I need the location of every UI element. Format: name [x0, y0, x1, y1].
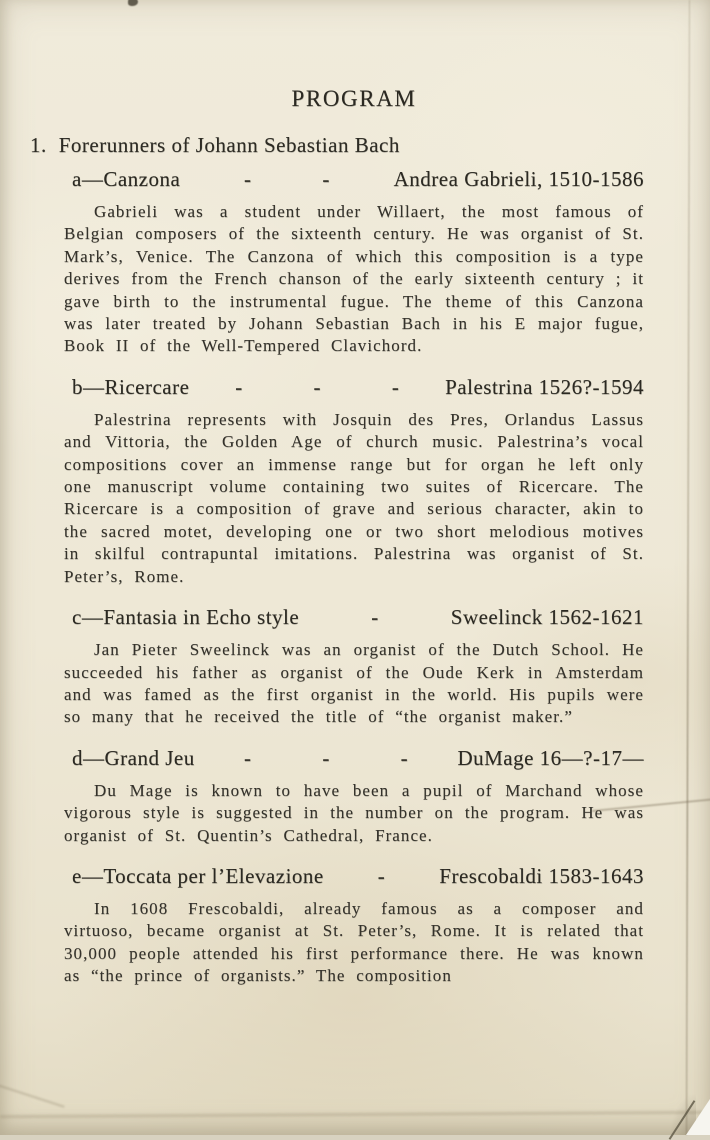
item-number: 1. [30, 133, 47, 157]
program-section-b [64, 375, 644, 588]
piece-title: a—Canzona [72, 167, 181, 191]
section-heading [64, 864, 644, 889]
section-heading [64, 605, 644, 630]
program-note: Gabrieli was a student under Willaert, the most famous of Belgian composers of the sixteenth century. He was organist of St. Mark’s, Venice. The Canzona of which this composition is a type derives from the French chanson of the early sixteenth century ; it gave birth to the instrumental fugue. The theme of this Canzona was later treated by Johann Sebastian Bach in his E major fugue, Book II of the Well-Tempered Clavichord. [64, 202, 644, 356]
item-title: Forerunners of Johann Sebastian Bach [58, 133, 400, 157]
piece-title: e—Toccata per l’Elevazione [72, 863, 324, 888]
program-section-e [64, 864, 644, 988]
section-heading [64, 746, 644, 771]
composer-dates: Palestrina 1526?-1594 [445, 374, 644, 399]
program-note: Palestrina represents with Josquin des Pres, Orlandus Lassus and Vittoria, the Golden Age of church music. Palestrina’s vocal compositions cover an immense range but for organ he left only one manuscript volume containing two suites of Ricercare. The Ricercare is a composition of grave and serious character, akin to the sacred motet, developing one or two short melodious motives in skilful contrapuntal imitations. Palestrina was organist of St. Peter’s, Rome. [64, 409, 644, 586]
composer-dates: Frescobaldi 1583-1643 [439, 863, 644, 888]
section-heading [64, 375, 644, 400]
paper-crease-vertical [686, 0, 691, 1135]
program-note: In 1608 Frescobaldi, already famous as a composer and virtuoso, became organist at St. Peter’s, Rome. It is related that 30,000 people attended his first performance there. He was known as “the prince of organists.” The composition [64, 898, 644, 986]
separator-dashes: - - - [235, 374, 400, 399]
program-item [30, 133, 644, 158]
separator-dashes: - [377, 863, 386, 888]
composer-dates: DuMage 16—?-17— [457, 745, 644, 770]
piece-title: d—Grand Jeu [72, 745, 195, 770]
page-title: PROGRAM [291, 86, 417, 111]
program-section-a [64, 167, 644, 358]
page-content [30, 0, 644, 988]
separator-dashes: - - [244, 167, 330, 191]
program-note: Jan Pieter Sweelinck was an organist of the Dutch School. He succeeded his father as organist of the Oude Kerk in Amsterdam and was famed as the first organist in the world. His pupils were so many that he received the title of “the organist maker.” [64, 640, 644, 727]
paper-crease-bottom-left [0, 1084, 65, 1108]
paper-fold-shadow-bottom [0, 1111, 710, 1118]
piece-title: c—Fantasia in Echo style [72, 605, 300, 630]
program-section-c [64, 605, 644, 729]
program-section-d [64, 746, 644, 847]
separator-dashes: - [371, 605, 379, 630]
composer-dates: Andrea Gabrieli, 1510-1586 [393, 167, 644, 191]
section-heading [64, 167, 644, 192]
composer-dates: Sweelinck 1562-1621 [450, 605, 644, 630]
separator-dashes: - - - [244, 745, 409, 770]
piece-title: b—Ricercare [72, 374, 190, 399]
program-note: Du Mage is known to have been a pupil of Marchand whose vigorous style is suggested in the number on the program. He was organist of St. Quentin’s Cathedral, France. [64, 780, 644, 845]
